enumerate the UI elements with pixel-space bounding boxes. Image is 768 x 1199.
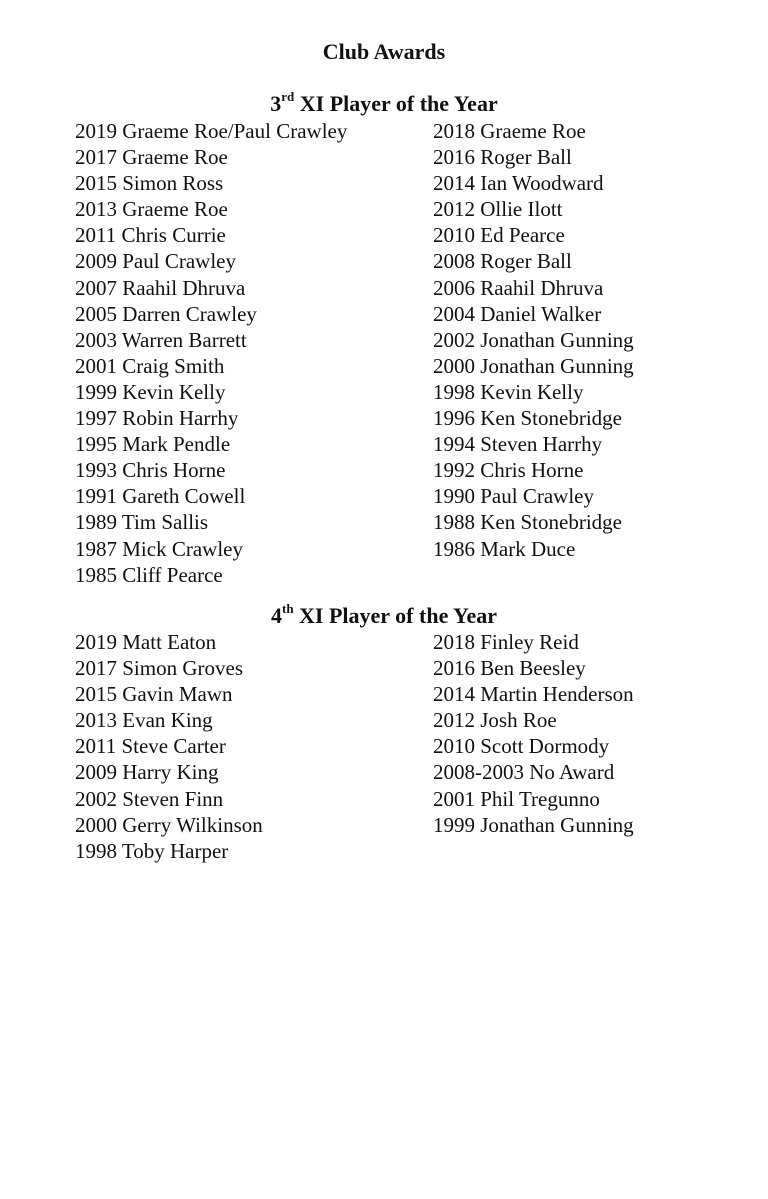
award-entry: 2000 Jonathan Gunning (433, 353, 634, 378)
award-entry: 2009 Harry King (75, 760, 219, 785)
award-entry: 2012 Josh Roe (433, 708, 557, 733)
award-entry: 1989 Tim Sallis (75, 510, 209, 535)
award-entry: 2017 Graeme Roe (75, 145, 228, 170)
award-entry: 2003 Warren Barrett (75, 327, 247, 352)
award-entry: 1985 Cliff Pearce (75, 562, 223, 587)
award-entry: 2002 Jonathan Gunning (433, 327, 634, 352)
award-entry: 1988 Ken Stonebridge (433, 510, 622, 535)
section-ordinal: 3 (270, 91, 282, 116)
section-ordinal-suffix: rd (281, 88, 295, 104)
award-entry: 1994 Steven Harrhy (433, 432, 603, 457)
award-entry: 2000 Gerry Wilkinson (75, 812, 263, 837)
award-entry: 2018 Finley Reid (433, 630, 579, 654)
award-entry: 2019 Matt Eaton (75, 630, 217, 654)
award-entry: 1997 Robin Harrhy (75, 406, 239, 431)
award-entry: 2014 Martin Henderson (433, 682, 634, 707)
award-entry: 2008-2003 No Award (433, 760, 615, 785)
award-entry: 1996 Ken Stonebridge (433, 406, 622, 431)
section-title-3rd-xi (0, 90, 768, 118)
award-entry: 1999 Kevin Kelly (75, 379, 226, 404)
section-title-4th-xi (0, 602, 768, 630)
award-entry: 1999 Jonathan Gunning (433, 812, 634, 837)
page-title: Club Awards (322, 39, 446, 64)
award-entry: 1991 Gareth Cowell (75, 484, 246, 509)
award-entry: 2013 Graeme Roe (75, 197, 228, 222)
award-entry: 1998 Kevin Kelly (433, 379, 584, 404)
award-entry: 2011 Chris Currie (75, 223, 226, 248)
award-entry: 2010 Ed Pearce (433, 223, 565, 248)
award-entry: 1993 Chris Horne (75, 458, 226, 483)
award-entry: 2008 Roger Ball (433, 249, 572, 274)
award-entry: 2014 Ian Woodward (433, 171, 604, 196)
award-list-right (433, 629, 634, 838)
award-entry: 2001 Craig Smith (75, 353, 225, 378)
award-entry: 2015 Gavin Mawn (75, 682, 233, 707)
award-entry: 1998 Toby Harper (75, 838, 229, 863)
award-entry: 2016 Roger Ball (433, 145, 572, 170)
award-entry: 2010 Scott Dormody (433, 734, 610, 759)
award-entry: 2012 Ollie Ilott (433, 197, 563, 222)
award-entry: 2002 Steven Finn (75, 786, 224, 811)
award-entry: 2007 Raahil Dhruva (75, 275, 246, 300)
award-entry: 2011 Steve Carter (75, 734, 226, 759)
award-entry: 1986 Mark Duce (433, 536, 576, 561)
award-entry: 2009 Paul Crawley (75, 249, 236, 274)
award-entry: 2019 Graeme Roe/Paul Crawley (75, 119, 348, 143)
award-entry: 2015 Simon Ross (75, 171, 224, 196)
award-entry: 2005 Darren Crawley (75, 301, 257, 326)
section-ordinal: 4 (270, 603, 282, 628)
award-entry: 2018 Graeme Roe (433, 119, 586, 143)
award-entry: 2004 Daniel Walker (433, 301, 602, 326)
section-name: XI Player of the Year (299, 91, 498, 116)
award-entry: 1987 Mick Crawley (75, 536, 243, 561)
award-entry: 1990 Paul Crawley (433, 484, 594, 509)
section-name: XI Player of the Year (299, 603, 497, 628)
award-list-left (75, 629, 263, 864)
award-entry: 1992 Chris Horne (433, 458, 584, 483)
award-entry: 2001 Phil Tregunno (433, 786, 600, 811)
award-list-right (433, 118, 634, 562)
award-list-left (75, 118, 347, 588)
award-entry: 1995 Mark Pendle (75, 432, 231, 457)
award-entry: 2006 Raahil Dhruva (433, 275, 604, 300)
section-ordinal-suffix: th (281, 600, 294, 616)
award-entry: 2017 Simon Groves (75, 656, 243, 681)
award-entry: 2013 Evan King (75, 708, 213, 733)
award-entry: 2016 Ben Beesley (433, 656, 586, 681)
